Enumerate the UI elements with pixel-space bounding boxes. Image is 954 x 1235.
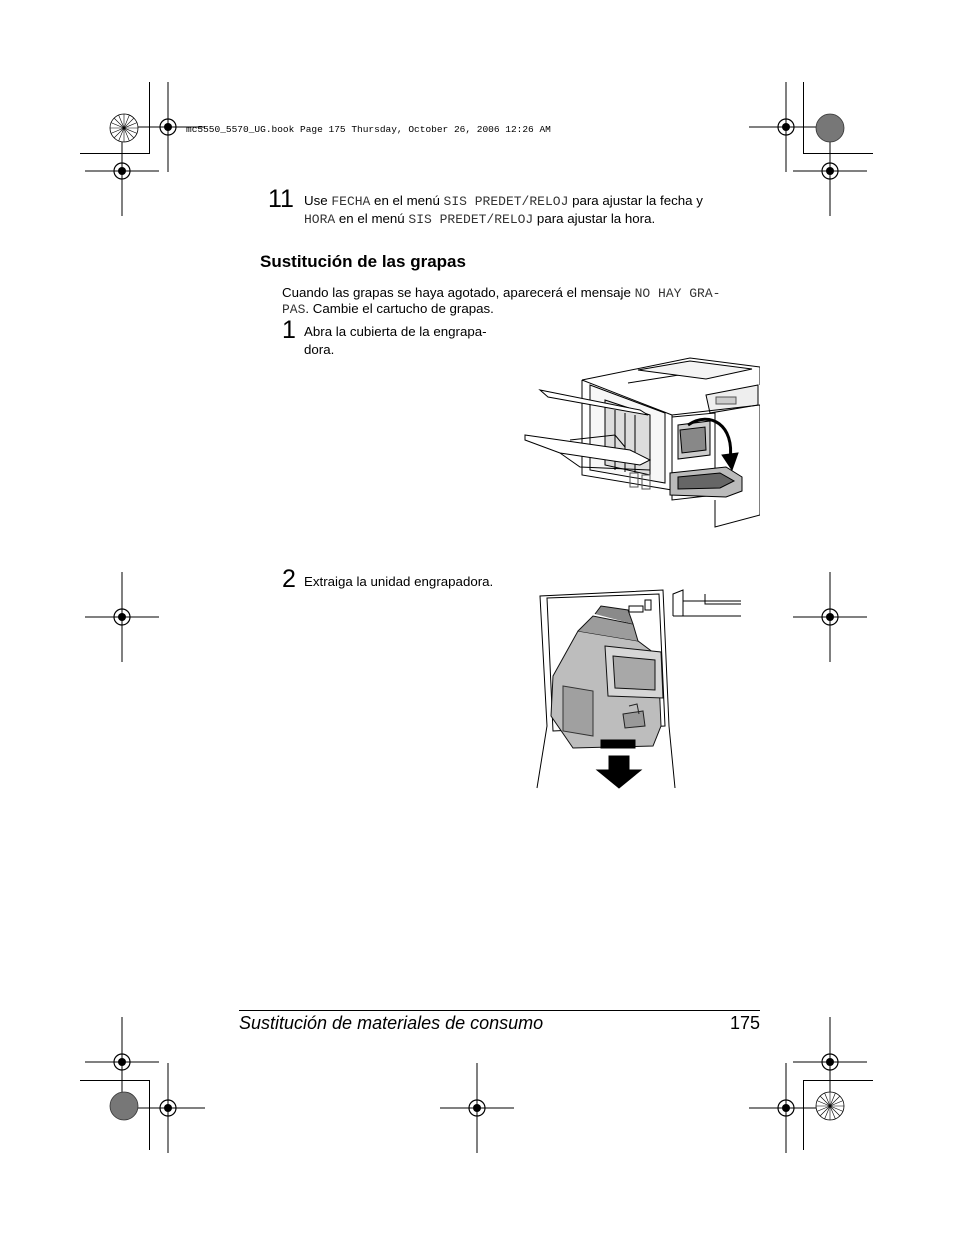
registration-target-icon xyxy=(432,1063,522,1153)
step-text: HORA en el menú SIS PREDET/RELOJ para ajustar la hora. xyxy=(304,211,656,227)
registration-target-icon xyxy=(77,572,167,662)
print-header: mc5550_5570_UG.book Page 175 Thursday, October 26, 2006 12:26 AM xyxy=(186,124,551,135)
footer-rule xyxy=(239,1010,760,1011)
intro-paragraph: Cuando las grapas se haya agotado, aparecerá el mensaje NO HAY GRA- xyxy=(282,285,721,301)
section-title: Sustitución de las grapas xyxy=(260,252,466,271)
step-text: Use FECHA en el menú SIS PREDET/RELOJ para ajustar la fecha y xyxy=(304,193,703,209)
step-text: dora. xyxy=(304,342,335,357)
step-text: Abra la cubierta de la engrapa- xyxy=(304,324,487,339)
grey-dot-mark-icon xyxy=(109,1091,139,1121)
grey-dot-mark-icon xyxy=(815,113,845,143)
step-number: 11 xyxy=(268,185,294,213)
intro-paragraph: PAS. Cambie el cartucho de grapas. xyxy=(282,301,494,317)
footer-chapter-title: Sustitución de materiales de consumo xyxy=(239,1013,544,1033)
starburst-mark-icon xyxy=(109,113,139,143)
staple-unit-extraction-illustration xyxy=(533,586,745,792)
printer-stapler-cover-illustration xyxy=(520,355,760,535)
step-number: 1 xyxy=(282,316,296,344)
registration-target-icon xyxy=(785,572,875,662)
step-text: Extraiga la unidad engrapadora. xyxy=(304,574,494,589)
step-number: 2 xyxy=(282,565,296,593)
starburst-mark-icon xyxy=(815,1091,845,1121)
page-number: 175 xyxy=(729,1013,760,1033)
